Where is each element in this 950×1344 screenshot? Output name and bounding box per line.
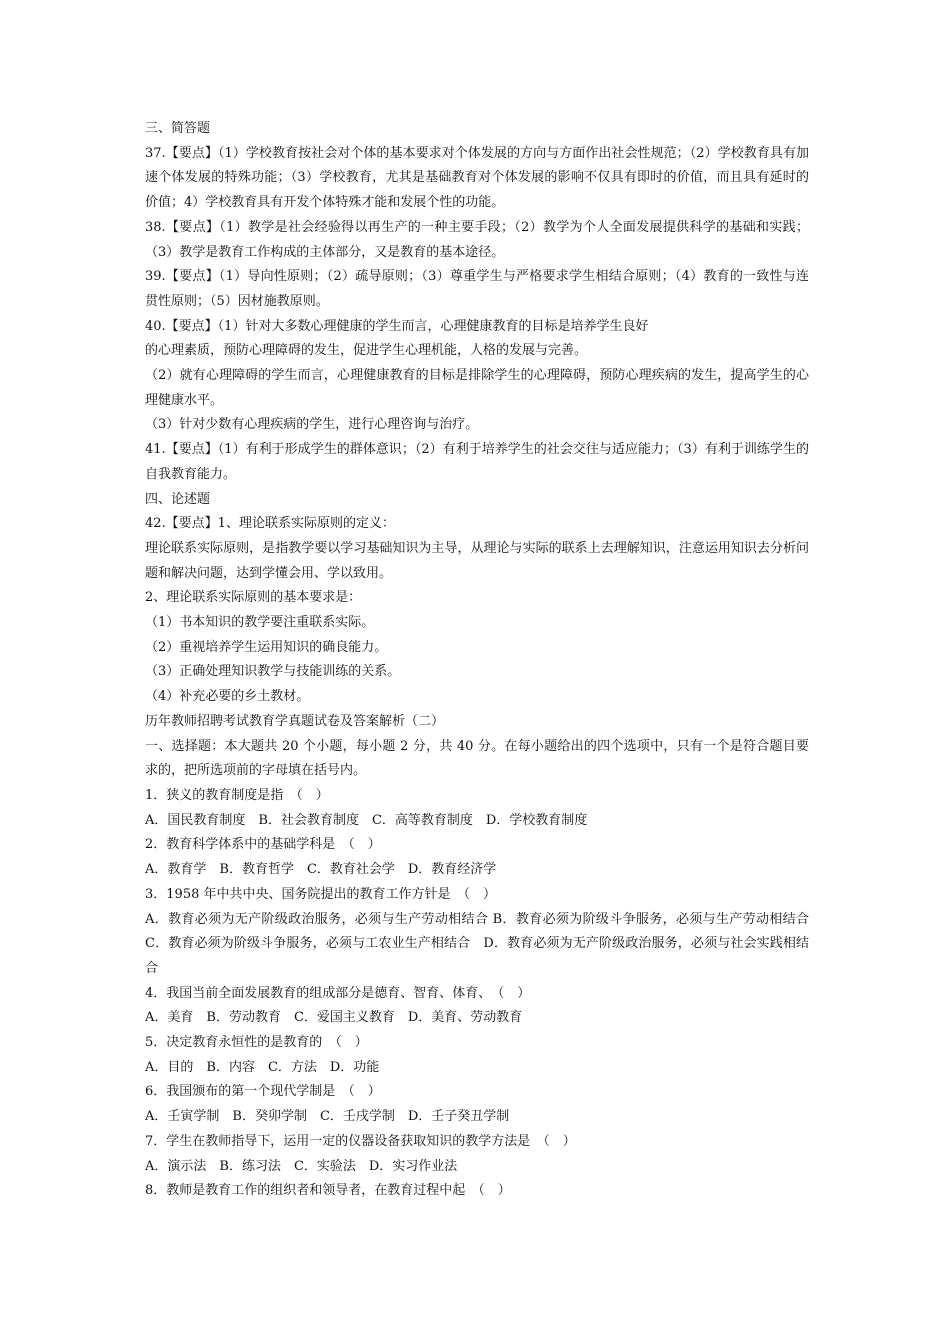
question-1: 1．狭义的教育制度是指 （ ） [145,787,329,803]
answer-40-part-1: 40.【要点】（1）针对大多数心理健康的学生而言，心理健康教育的目标是培养学生良好 [145,318,649,334]
question-7-options: A．演示法 B．练习法 C．实验法 D．实习作业法 [145,1158,458,1174]
question-3-options: A．教育必须为无产阶级政治服务，必须与生产劳动相结合 B．教育必须为阶级斗争服务，必须与生产劳动相结合 C．教育必须为阶级斗争服务，必须与工农业生产相结合 D．教育必须为无产阶级政治服务，必须与社会实践相结合 [145,911,809,976]
answer-42-heading: 42.【要点】1、理论联系实际原则的定义： [145,516,395,532]
answer-42-requirement-4: （4）补充必要的乡土教材。 [145,689,310,705]
question-1-options: A．国民教育制度 B．社会教育制度 C．高等教育制度 D．学校教育制度 [145,812,588,828]
section-instructions-multiple-choice: 一、选择题：本大题共 20 个小题，每小题 2 分，共 40 分。在每小题给出的四个选项中，只有一个是符合题目要求的，把所选项前的字母填在括号内。 [145,738,809,779]
question-5: 5．决定教育永恒性的是教育的 （ ） [145,1035,368,1051]
question-7: 7．学生在教师指导下，运用一定的仪器设备获取知识的教学方法是 （ ） [145,1133,576,1149]
answer-42-requirements-heading: 2、理论联系实际原则的基本要求是： [145,590,362,606]
question-3: 3．1958 年中共中央、国务院提出的教育工作方针是 （ ） [145,886,496,902]
answer-38: 38.【要点】（1）教学是社会经验得以再生产的一种主要手段；（2）教学为个人全面发展提供科学的基础和实践；（3）教学是教育工作构成的主体部分，又是教育的基本途径。 [145,219,809,260]
answer-42-requirement-2: （2）重视培养学生运用知识的确良能力。 [145,639,388,655]
answer-40-part-1-continued: 的心理素质，预防心理障碍的发生，促进学生心理机能，人格的发展与完善。 [145,343,588,359]
question-2-options: A．教育学 B．教育哲学 C．教育社会学 D．教育经济学 [145,862,497,878]
question-6: 6．我国颁布的第一个现代学制是 （ ） [145,1084,381,1100]
answer-42-requirement-1: （1）书本知识的教学要注重联系实际。 [145,615,375,631]
section-heading-short-answer: 三、简答题 [145,121,211,136]
answer-42-requirement-3: （3）正确处理知识教学与技能训练的关系。 [145,664,401,680]
question-5-options: A．目的 B．内容 C．方法 D．功能 [145,1059,380,1075]
question-4-options: A．美育 B．劳动教育 C．爱国主义教育 D．美育、劳动教育 [145,1010,523,1026]
exam-title: 历年教师招聘考试教育学真题试卷及答案解析（二） [145,713,445,729]
answer-39: 39.【要点】（1）导向性原则；（2）疏导原则；（3）尊重学生与严格要求学生相结合原则；（4）教育的一致性与连贯性原则；（5）因材施教原则。 [145,269,809,309]
answer-40-part-3: （3）针对少数有心理疾病的学生，进行心理咨询与治疗。 [145,417,479,433]
answer-40-part-2: （2）就有心理障碍的学生而言，心理健康教育的目标是排除学生的心理障碍，预防心理疾病的发生，提高学生的心理健康水平。 [145,368,809,408]
document-body [145,117,809,1204]
answer-41: 41.【要点】（1）有利于形成学生的群体意识；（2）有利于培养学生的社会交往与适应能力；（3）有利于训练学生的自我教育能力。 [145,442,809,482]
section-heading-essay: 四、论述题 [145,491,211,507]
question-8: 8．教师是教育工作的组织者和领导者，在教育过程中起 （ ） [145,1183,511,1199]
question-2: 2．教育科学体系中的基础学科是 （ ） [145,837,381,853]
question-6-options: A．壬寅学制 B．癸卯学制 C．壬戌学制 D．壬子癸丑学制 [145,1109,510,1125]
answer-37: 37.【要点】（1）学校教育按社会对个体的基本要求对个体发展的方向与方面作出社会性规范；（2）学校教育具有加速个体发展的特殊功能；（3）学校教育，尤其是基础教育对个体发展的影响不仅具有即时的价值，而且具有延时的价值；4）学校教育具有开发个体特殊才能和发展个性的功能。 [145,145,809,211]
question-4: 4．我国当前全面发展教育的组成部分是德育、智育、体育、 （ ） [145,985,531,1001]
answer-42-definition: 理论联系实际原则，是指教学要以学习基础知识为主导，从理论与实际的联系上去理解知识，注意运用知识去分析问题和解决问题，达到学懂会用、学以致用。 [145,540,809,581]
